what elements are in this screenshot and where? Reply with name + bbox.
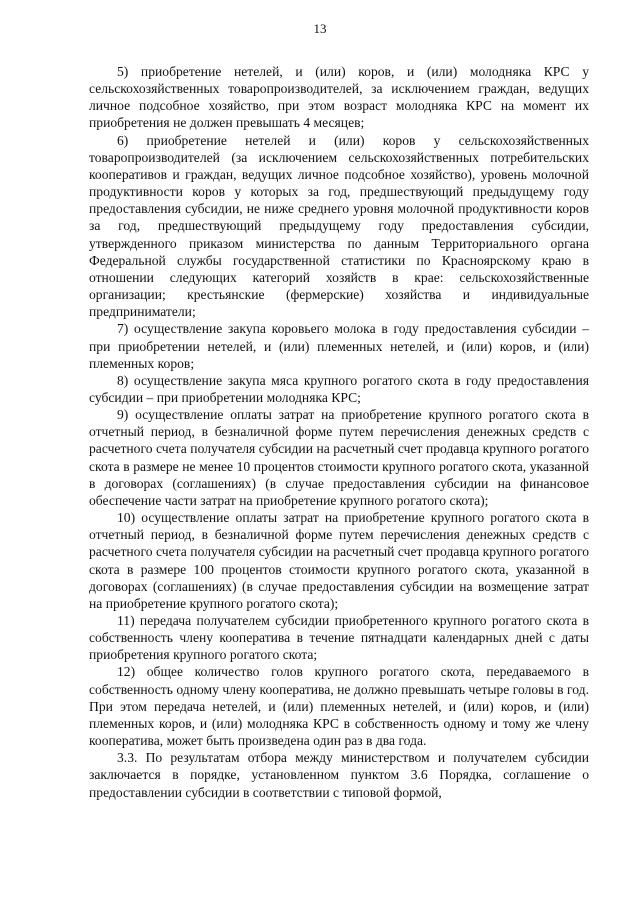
paragraph-item-6: 6) приобретение нетелей и (или) коров у сельскохозяйственных товаропроизводителей (за исключением сельскохозяйственных потребительских кооперативов и граждан, ведущих личное подсобное хозяйство), уровень молочной продуктивности коров у которых за год, предшествующий предыдущему году предоставления субсидии, не ниже среднего уровня молочной продуктивности коров за год, предшествующий предыдущему году предоставления субсидии, утвержденного приказом министерства по данным Территориального органа Федеральной службы государственной статистики по Красноярскому краю в отношении следующих категорий хозяйств в крае: сельскохозяйственные организации; крестьянские (фермерские) хозяйства и индивидуальные предприниматели; [89,132,589,320]
paragraph-section-3-3: 3.3. По результатам отбора между министерством и получателем субсидии заключается в порядке, установленном пунктом 3.6 Порядка, соглашение о предоставлении субсидии в соответствии с типовой формой, [89,750,589,800]
paragraph-item-12: 12) общее количество голов крупного рогатого скота, передаваемого в собственность одному члену кооператива, не должно превышать четыре головы в год. При этом передача нетелей, и (или) племенных нетелей, и (или) коров, и (или) племенных коров, и (или) молодняка КРС в собственность одному и тому же члену кооператива, может быть произведена один раз в два года. [89,664,589,749]
paragraph-item-10: 10) осуществление оплаты затрат на приобретение крупного рогатого скота в отчетный период, в безналичной форме путем перечисления денежных средств с расчетного счета получателя субсидии на расчетный счет продавца крупного рогатого скота в размере 100 процентов стоимости крупного рогатого скота, указанной в договорах (соглашениях) (в случае предоставления субсидии на возмещение затрат на приобретение крупного рогатого скота); [89,510,589,611]
paragraph-item-7: 7) осуществление закупа коровьего молока в году предоставления субсидии – при приобретении нетелей, и (или) племенных нетелей, и (или) коров, и (или) племенных коров; [89,321,589,371]
paragraph-item-11: 11) передача получателем субсидии приобретенного крупного рогатого скота в собственность члену кооператива в течение пятнадцати календарных дней с даты приобретения крупного рогатого скота; [89,613,589,663]
document-body [89,63,589,801]
paragraph-item-5: 5) приобретение нетелей, и (или) коров, и (или) молодняка КРС у сельскохозяйственных товаропроизводителей, за исключением граждан, ведущих личное подсобное хозяйство, при этом возраст молодняка КРС на момент их приобретения не должен превышать 4 месяцев; [89,64,589,131]
page-number: 13 [313,21,327,36]
paragraph-item-9: 9) осуществление оплаты затрат на приобретение крупного рогатого скота в отчетный период, в безналичной форме путем перечисления денежных средств с расчетного счета получателя субсидии на расчетный счет продавца крупного рогатого скота в размере не менее 10 процентов стоимости крупного рогатого скота, указанной в договорах (соглашениях) (в случае предоставления субсидии на финансовое обеспечение части затрат на приобретение крупного рогатого скота); [89,407,589,508]
paragraph-item-8: 8) осуществление закупа мяса крупного рогатого скота в году предоставления субсидии – при приобретении молодняка КРС; [89,372,589,405]
